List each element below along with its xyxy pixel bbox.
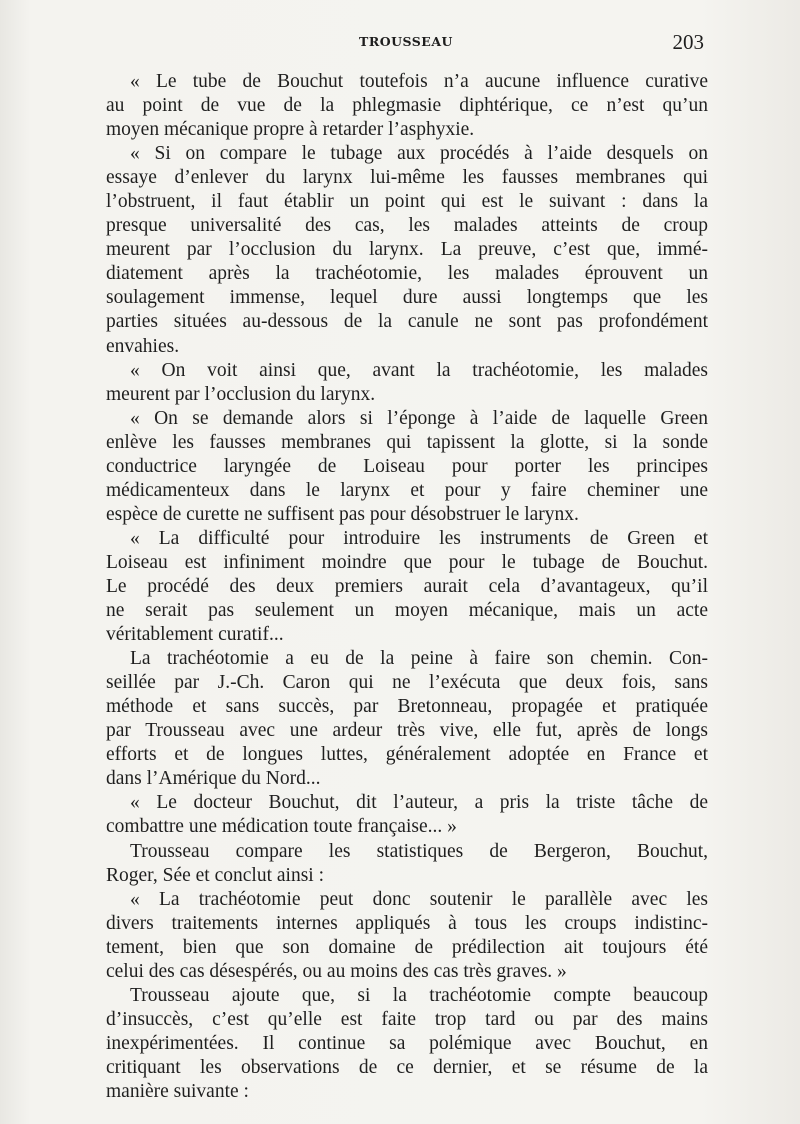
text-line: combattre une médication toute française... » <box>106 816 457 838</box>
text-line: « Si on compare le tubage aux procédés à l’aide desquels on <box>130 143 708 165</box>
running-head: TROUSSEAU <box>359 34 453 49</box>
text-line: efforts et de longues luttes, généralement adoptée en France et <box>106 744 708 766</box>
text-line: véritablement curatif... <box>106 624 284 646</box>
text-line: meurent par l’occlusion du larynx. La preuve, c’est que, immé- <box>106 239 708 261</box>
text-line: « On se demande alors si l’éponge à l’aide de laquelle Green <box>130 407 708 429</box>
text-line: La trachéotomie a eu de la peine à faire son chemin. Con- <box>130 648 708 670</box>
text-line: manière suivante : <box>106 1080 249 1102</box>
text-line: espèce de curette ne suffisent pas pour désobstruer le larynx. <box>106 503 579 525</box>
page-header <box>106 30 706 56</box>
text-line: meurent par l’occlusion du larynx. <box>106 383 376 405</box>
text-line: essaye d’enlever du larynx lui-même les fausses membranes qui <box>106 167 708 189</box>
text-line: au point de vue de la phlegmasie diphtérique, ce n’est qu’un <box>106 95 708 117</box>
text-line: Trousseau compare les statistiques de Bergeron, Bouchut, <box>130 840 708 862</box>
text-line: divers traitements internes appliqués à tous les croups indistinc- <box>106 912 708 934</box>
text-line: Loiseau est infiniment moindre que pour le tubage de Bouchut. <box>106 551 708 573</box>
text-line: seillée par J.-Ch. Caron qui ne l’exécuta que deux fois, sans <box>106 672 708 694</box>
text-line: Roger, Sée et conclut ainsi : <box>106 864 324 886</box>
text-line: inexpérimentées. Il continue sa polémique avec Bouchut, en <box>106 1032 708 1054</box>
text-line: envahies. <box>106 335 180 357</box>
text-line: presque universalité des cas, les malades atteints de croup <box>106 215 708 237</box>
text-line: enlève les fausses membranes qui tapissent la glotte, si la sonde <box>106 431 708 453</box>
text-line: Trousseau ajoute que, si la trachéotomie compte beaucoup <box>130 984 708 1006</box>
text-line: dans l’Amérique du Nord... <box>106 768 321 790</box>
text-line: parties situées au-dessous de la canule ne sont pas profondément <box>106 311 708 333</box>
text-line: moyen mécanique propre à retarder l’asphyxie. <box>106 119 475 141</box>
text-line: par Trousseau avec une ardeur très vive, elle fut, après de longs <box>106 720 708 742</box>
text-line: l’obstruent, il faut établir un point qui est le suivant : dans la <box>106 191 708 213</box>
page-number: 203 <box>672 30 704 54</box>
text-line: celui des cas désespérés, ou au moins des cas très graves. » <box>106 960 567 982</box>
text-line: « Le docteur Bouchut, dit l’auteur, a pris la triste tâche de <box>130 792 708 814</box>
text-line: d’insuccès, c’est qu’elle est faite trop tard ou par des mains <box>106 1008 708 1030</box>
text-line: « La difficulté pour introduire les instruments de Green et <box>130 527 708 549</box>
text-body <box>106 70 708 1104</box>
text-line: médicamenteux dans le larynx et pour y faire cheminer une <box>106 479 708 501</box>
text-line: diatement après la trachéotomie, les malades éprouvent un <box>106 263 708 285</box>
text-line: ne serait pas seulement un moyen mécanique, mais un acte <box>106 600 708 622</box>
text-line: « Le tube de Bouchut toutefois n’a aucune influence curative <box>130 71 708 92</box>
text-line: critiquant les observations de ce dernier, et se résume de la <box>106 1056 708 1078</box>
text-line: « On voit ainsi que, avant la trachéotomie, les malades <box>130 359 708 381</box>
text-line: tement, bien que son domaine de prédilection ait toujours été <box>106 936 708 958</box>
text-line: conductrice laryngée de Loiseau pour porter les principes <box>106 455 708 477</box>
text-line: « La trachéotomie peut donc soutenir le parallèle avec les <box>130 888 708 910</box>
text-line: méthode et sans succès, par Bretonneau, propagée et pratiquée <box>106 696 708 718</box>
text-line: Le procédé des deux premiers aurait cela d’avantageux, qu’il <box>106 575 708 597</box>
text-line: soulagement immense, lequel dure aussi longtemps que les <box>106 287 708 309</box>
